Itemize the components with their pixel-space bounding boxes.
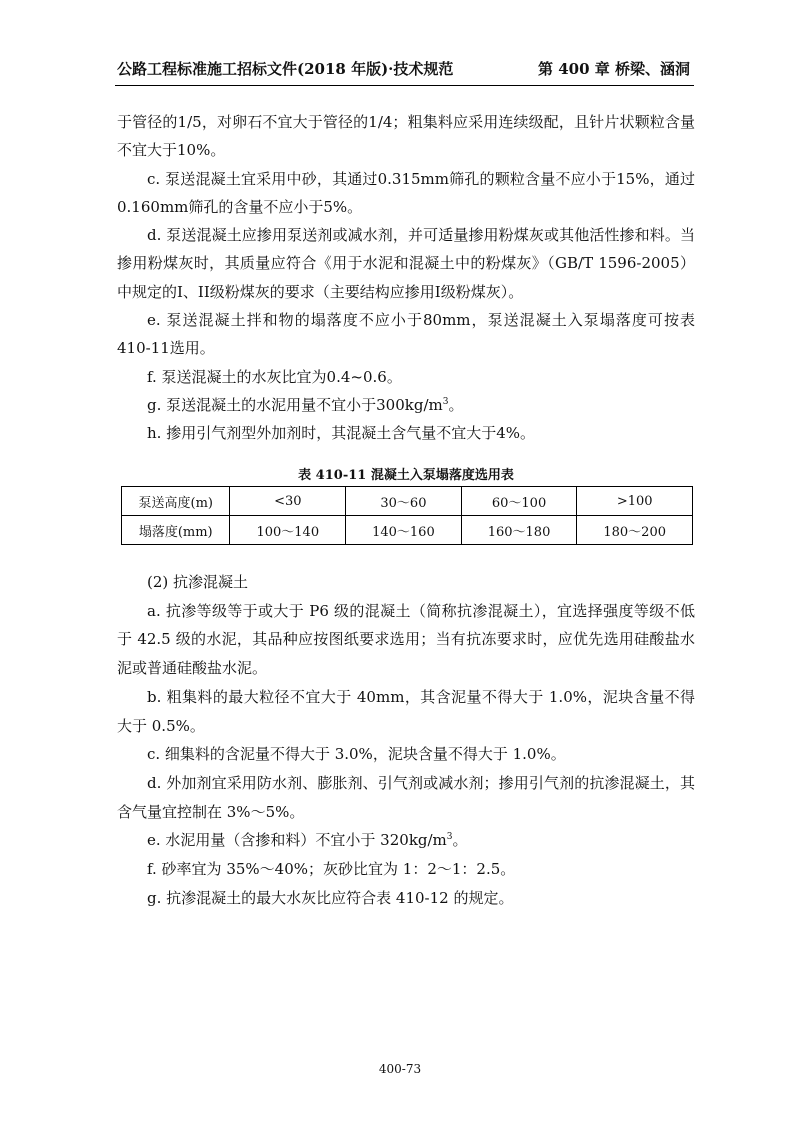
table-cell: 30～60: [346, 487, 462, 516]
paragraph-d: d. 泵送混凝土应掺用泵送剂或减水剂，并可适量掺用粉煤灰或其他活性掺和料。当掺用粉煤灰时，其质量应符合《用于水泥和混凝土中的粉煤灰》（GB/T 1596-2005）中规定的I、II级粉煤灰的要求（主要结构应掺用I级粉煤灰）。: [117, 226, 695, 301]
paragraph-continuation: 于管径的1/5，对卵石不宜大于管径的1/4；粗集料应采用连续级配，且针片状颗粒含量不宜大于10%。: [117, 113, 695, 160]
body-text-top: [117, 108, 695, 448]
table-title: 表 410-11 混凝土入泵塌落度选用表: [298, 468, 514, 483]
table-row: [122, 516, 693, 545]
paragraph-f: f. 泵送混凝土的水灰比宜为0.4~0.6。: [147, 367, 402, 386]
table-cell: 180～200: [577, 516, 693, 545]
paragraph-d2: d. 外加剂宜采用防水剂、膨胀剂、引气剂或减水剂；掺用引气剂的抗渗混凝土，其含气量宜控制在 3%～5%。: [117, 773, 695, 821]
paragraph-a: a. 抗渗等级等于或大于 P6 级的混凝土（简称抗渗混凝土），宜选择强度等级不低于 42.5 级的水泥，其品种应按图纸要求选用；当有抗冻要求时，应优先选用硅酸盐水泥或普通硅酸盐水泥。: [117, 601, 695, 678]
superscript: 3: [446, 832, 453, 843]
period: 。: [452, 831, 468, 850]
table-cell: 100～140: [230, 516, 346, 545]
slump-table: [121, 486, 693, 545]
body-text-bottom: [117, 568, 695, 912]
table-header-cell: 泵送高度(m): [122, 487, 230, 516]
table-cell: >100: [577, 487, 693, 516]
page-number: 400-73: [378, 1062, 422, 1076]
paragraph-e2: [117, 826, 695, 855]
superscript: 3: [442, 396, 449, 407]
paragraph-e: e. 泵送混凝土拌和物的塌落度不应小于80mm，泵送混凝土入泵塌落度可按表410-11选用。: [117, 311, 695, 358]
paragraph-e2-text: e. 水泥用量（含掺和料）不宜小于 320kg/m: [147, 831, 447, 850]
paragraph-g: [117, 391, 695, 419]
paragraph-h: h. 掺用引气剂型外加剂时，其混凝土含气量不宜大于4%。: [147, 424, 535, 443]
running-header-title: 公路工程标准施工招标文件(2018 年版)·技术规范: [117, 60, 454, 78]
table-cell: 160～180: [461, 516, 577, 545]
table-header-cell: 塌落度(mm): [122, 516, 230, 545]
table-cell: 140～160: [346, 516, 462, 545]
paragraph-g-text: g. 泵送混凝土的水泥用量不宜小于300kg/m: [147, 395, 443, 414]
period: 。: [448, 395, 464, 414]
section-heading: (2) 抗渗混凝土: [147, 573, 249, 591]
running-header-chapter: 第 400 章 桥梁、涵洞: [538, 60, 690, 78]
paragraph-g2: g. 抗渗混凝土的最大水灰比应符合表 410-12 的规定。: [147, 888, 514, 907]
table-cell: 60～100: [461, 487, 577, 516]
table-row: [122, 487, 693, 516]
paragraph-c: c. 泵送混凝土宜采用中砂，其通过0.315mm筛孔的颗粒含量不应小于15%，通过0.160mm筛孔的含量不应小于5%。: [117, 169, 695, 216]
table-cell: <30: [230, 487, 346, 516]
header-rule: [115, 85, 694, 86]
paragraph-f2: f. 砂率宜为 35%～40%；灰砂比宜为 1：2～1：2.5。: [147, 860, 516, 879]
paragraph-c2: c. 细集料的含泥量不得大于 3.0%，泥块含量不得大于 1.0%。: [147, 745, 566, 764]
paragraph-b: b. 粗集料的最大粒径不宜大于 40mm，其含泥量不得大于 1.0%，泥块含量不得大于 0.5%。: [117, 687, 695, 735]
